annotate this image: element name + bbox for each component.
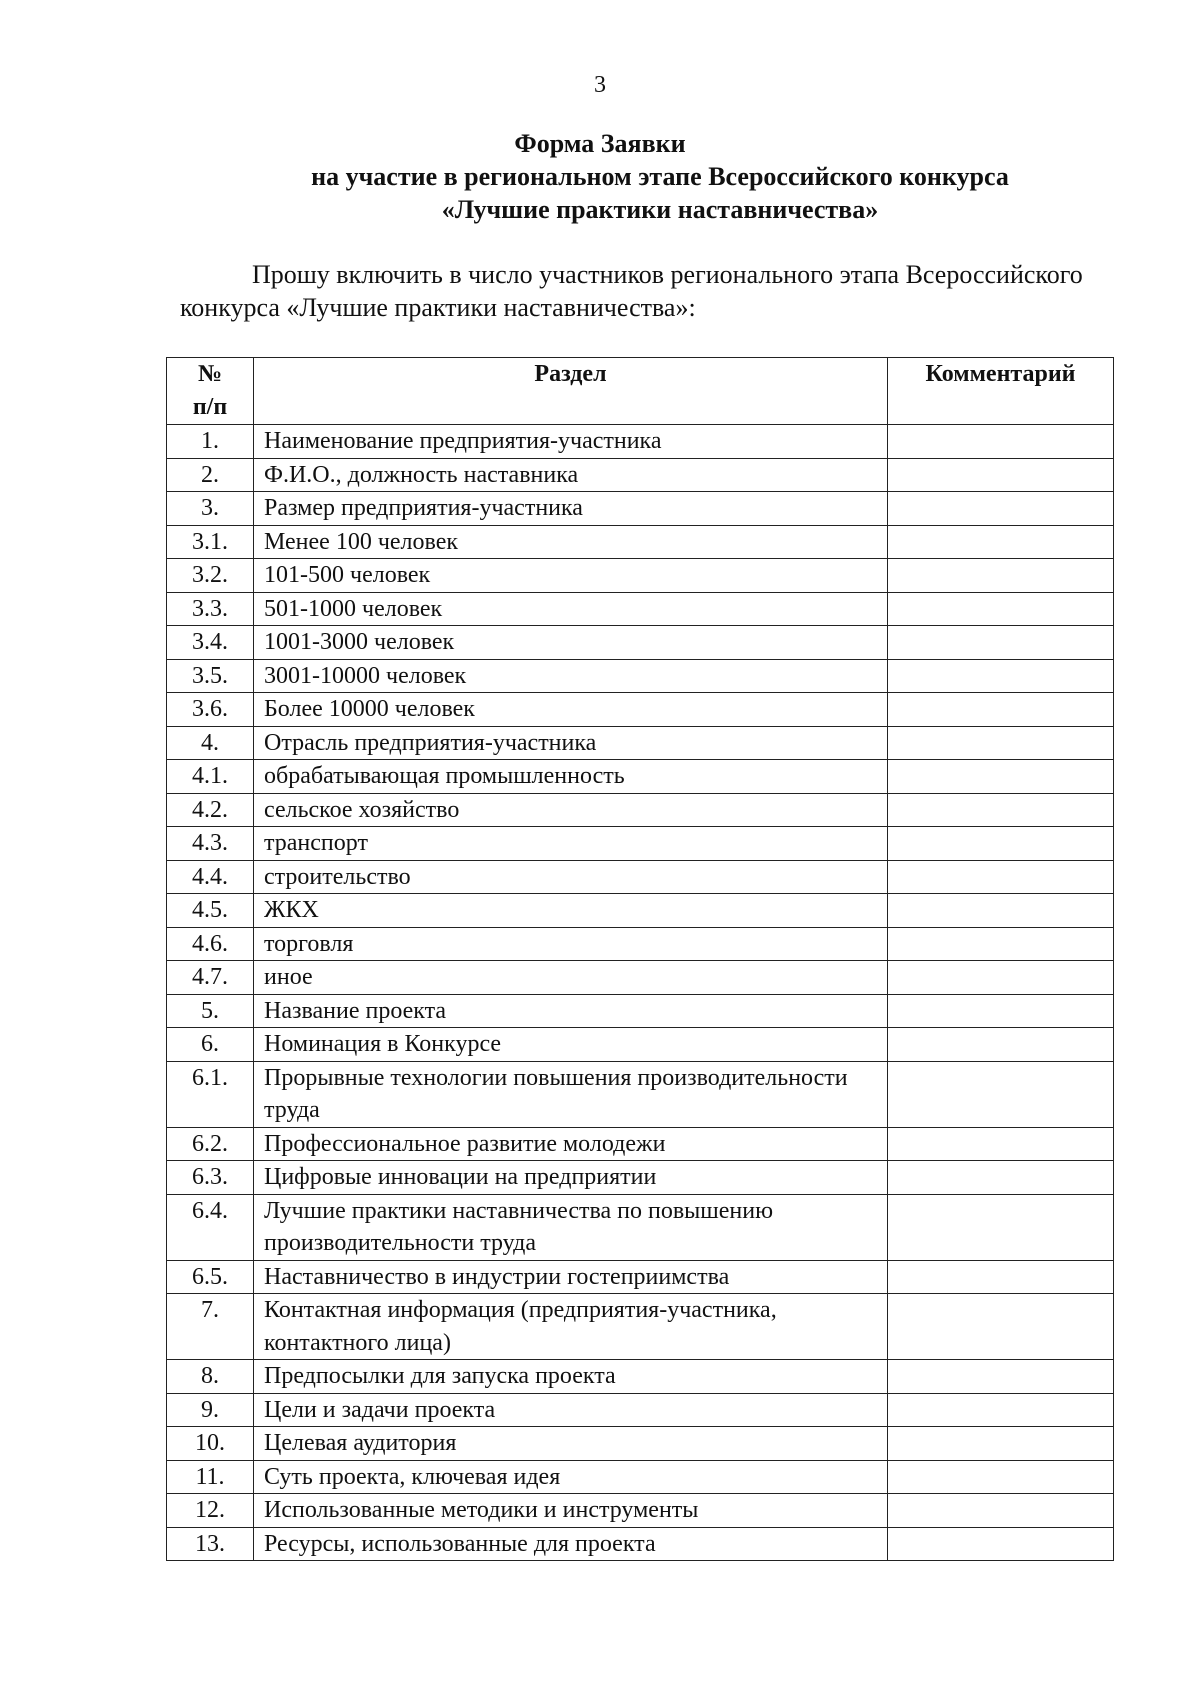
row-number: 3.5. (167, 659, 254, 693)
row-number: 3.2. (167, 559, 254, 593)
row-comment-field[interactable] (888, 994, 1114, 1028)
table-row (167, 1393, 1114, 1427)
row-comment-field[interactable] (888, 1161, 1114, 1195)
table-body (167, 425, 1114, 1561)
table-row (167, 1494, 1114, 1528)
row-comment-field[interactable] (888, 1427, 1114, 1461)
row-section: Прорывные технологии повышения производительности труда (254, 1061, 888, 1127)
row-section: Контактная информация (предприятия-участника, контактного лица) (254, 1294, 888, 1360)
table-header-row (167, 358, 1114, 425)
row-comment-field[interactable] (888, 1194, 1114, 1260)
row-number: 6.1. (167, 1061, 254, 1127)
row-section: Предпосылки для запуска проекта (254, 1360, 888, 1394)
row-comment-field[interactable] (888, 1028, 1114, 1062)
row-number: 12. (167, 1494, 254, 1528)
header-section: Раздел (254, 358, 888, 425)
row-comment-field[interactable] (888, 1527, 1114, 1561)
row-section: Отрасль предприятия-участника (254, 726, 888, 760)
table-row (167, 793, 1114, 827)
header-comment: Комментарий (888, 358, 1114, 425)
row-comment-field[interactable] (888, 1260, 1114, 1294)
row-number: 4.5. (167, 894, 254, 928)
table-row (167, 492, 1114, 526)
row-number: 6.2. (167, 1127, 254, 1161)
title-line-1: Форма Заявки (514, 129, 686, 158)
row-comment-field[interactable] (888, 1294, 1114, 1360)
row-section: 1001-3000 человек (254, 626, 888, 660)
row-comment-field[interactable] (888, 1494, 1114, 1528)
row-comment-field[interactable] (888, 894, 1114, 928)
row-number: 6.3. (167, 1161, 254, 1195)
title-line-3: «Лучшие практики наставничества» (441, 195, 879, 224)
row-comment-field[interactable] (888, 1393, 1114, 1427)
table-row (167, 1427, 1114, 1461)
row-section: Цели и задачи проекта (254, 1393, 888, 1427)
row-section: Более 10000 человек (254, 693, 888, 727)
row-comment-field[interactable] (888, 693, 1114, 727)
table-row (167, 425, 1114, 459)
table-row (167, 1028, 1114, 1062)
row-section: сельское хозяйство (254, 793, 888, 827)
row-comment-field[interactable] (888, 827, 1114, 861)
row-number: 4.4. (167, 860, 254, 894)
table-row (167, 894, 1114, 928)
row-comment-field[interactable] (888, 626, 1114, 660)
row-comment-field[interactable] (888, 1127, 1114, 1161)
row-number: 3.1. (167, 525, 254, 559)
table-row (167, 827, 1114, 861)
table-row (167, 592, 1114, 626)
row-section: 101-500 человек (254, 559, 888, 593)
intro-paragraph (180, 258, 1125, 324)
row-section: Использованные методики и инструменты (254, 1494, 888, 1528)
table-row (167, 659, 1114, 693)
application-form-table (166, 357, 1114, 1561)
table-row (167, 1360, 1114, 1394)
table-row (167, 1294, 1114, 1360)
row-section: торговля (254, 927, 888, 961)
table-row (167, 1194, 1114, 1260)
row-comment-field[interactable] (888, 458, 1114, 492)
row-number: 5. (167, 994, 254, 1028)
row-number: 6.5. (167, 1260, 254, 1294)
row-number: 3. (167, 492, 254, 526)
table-row (167, 760, 1114, 794)
row-number: 4.3. (167, 827, 254, 861)
row-comment-field[interactable] (888, 425, 1114, 459)
table-row (167, 994, 1114, 1028)
row-number: 1. (167, 425, 254, 459)
row-section: Размер предприятия-участника (254, 492, 888, 526)
row-section: Менее 100 человек (254, 525, 888, 559)
form-title (0, 127, 1200, 226)
table-row (167, 1527, 1114, 1561)
row-section: строительство (254, 860, 888, 894)
row-section: Наставничество в индустрии гостеприимства (254, 1260, 888, 1294)
row-section: Ф.И.О., должность наставника (254, 458, 888, 492)
row-comment-field[interactable] (888, 961, 1114, 995)
table-row (167, 860, 1114, 894)
row-number: 3.3. (167, 592, 254, 626)
row-section: Целевая аудитория (254, 1427, 888, 1461)
table-row (167, 1460, 1114, 1494)
row-number: 3.6. (167, 693, 254, 727)
row-comment-field[interactable] (888, 525, 1114, 559)
row-number: 8. (167, 1360, 254, 1394)
row-comment-field[interactable] (888, 1360, 1114, 1394)
row-section: 3001-10000 человек (254, 659, 888, 693)
row-number: 4.2. (167, 793, 254, 827)
row-comment-field[interactable] (888, 592, 1114, 626)
row-section: Наименование предприятия-участника (254, 425, 888, 459)
row-section: иное (254, 961, 888, 995)
row-comment-field[interactable] (888, 1460, 1114, 1494)
row-number: 9. (167, 1393, 254, 1427)
row-section: Ресурсы, использованные для проекта (254, 1527, 888, 1561)
row-number: 4.1. (167, 760, 254, 794)
row-number: 7. (167, 1294, 254, 1360)
header-number-symbol: № (197, 361, 223, 387)
row-comment-field[interactable] (888, 760, 1114, 794)
table-row (167, 1260, 1114, 1294)
table-row (167, 1127, 1114, 1161)
row-section: обрабатывающая промышленность (254, 760, 888, 794)
row-comment-field[interactable] (888, 860, 1114, 894)
table-row (167, 1061, 1114, 1127)
row-number: 3.4. (167, 626, 254, 660)
row-number: 11. (167, 1460, 254, 1494)
row-number: 13. (167, 1527, 254, 1561)
intro-line-1: Прошу включить в число участников регионального этапа Всероссийского (252, 260, 1083, 289)
table-row (167, 559, 1114, 593)
table-row (167, 458, 1114, 492)
row-comment-field[interactable] (888, 726, 1114, 760)
intro-line-2: конкурса «Лучшие практики наставничества»: (180, 293, 696, 322)
row-number: 4.6. (167, 927, 254, 961)
table-row (167, 525, 1114, 559)
row-section: Лучшие практики наставничества по повышению производительности труда (254, 1194, 888, 1260)
row-section: транспорт (254, 827, 888, 861)
row-section: Цифровые инновации на предприятии (254, 1161, 888, 1195)
row-number: 6. (167, 1028, 254, 1062)
row-comment-field[interactable] (888, 793, 1114, 827)
row-comment-field[interactable] (888, 659, 1114, 693)
title-line-2: на участие в региональном этапе Всероссийского конкурса (311, 162, 1009, 191)
row-number: 4.7. (167, 961, 254, 995)
row-number: 4. (167, 726, 254, 760)
table-row (167, 961, 1114, 995)
row-number: 10. (167, 1427, 254, 1461)
row-section: Номинация в Конкурсе (254, 1028, 888, 1062)
row-number: 6.4. (167, 1194, 254, 1260)
row-comment-field[interactable] (888, 927, 1114, 961)
row-section: ЖКХ (254, 894, 888, 928)
table-row (167, 1161, 1114, 1195)
row-comment-field[interactable] (888, 559, 1114, 593)
table-row (167, 626, 1114, 660)
row-comment-field[interactable] (888, 1061, 1114, 1127)
row-number: 2. (167, 458, 254, 492)
page-number: 3 (594, 72, 606, 98)
header-number-abbr: п/п (192, 394, 228, 420)
table-row (167, 693, 1114, 727)
row-section: Название проекта (254, 994, 888, 1028)
row-section: Профессиональное развитие молодежи (254, 1127, 888, 1161)
row-comment-field[interactable] (888, 492, 1114, 526)
table-row (167, 927, 1114, 961)
table-row (167, 726, 1114, 760)
header-number (167, 358, 254, 425)
row-section: 501-1000 человек (254, 592, 888, 626)
row-section: Суть проекта, ключевая идея (254, 1460, 888, 1494)
